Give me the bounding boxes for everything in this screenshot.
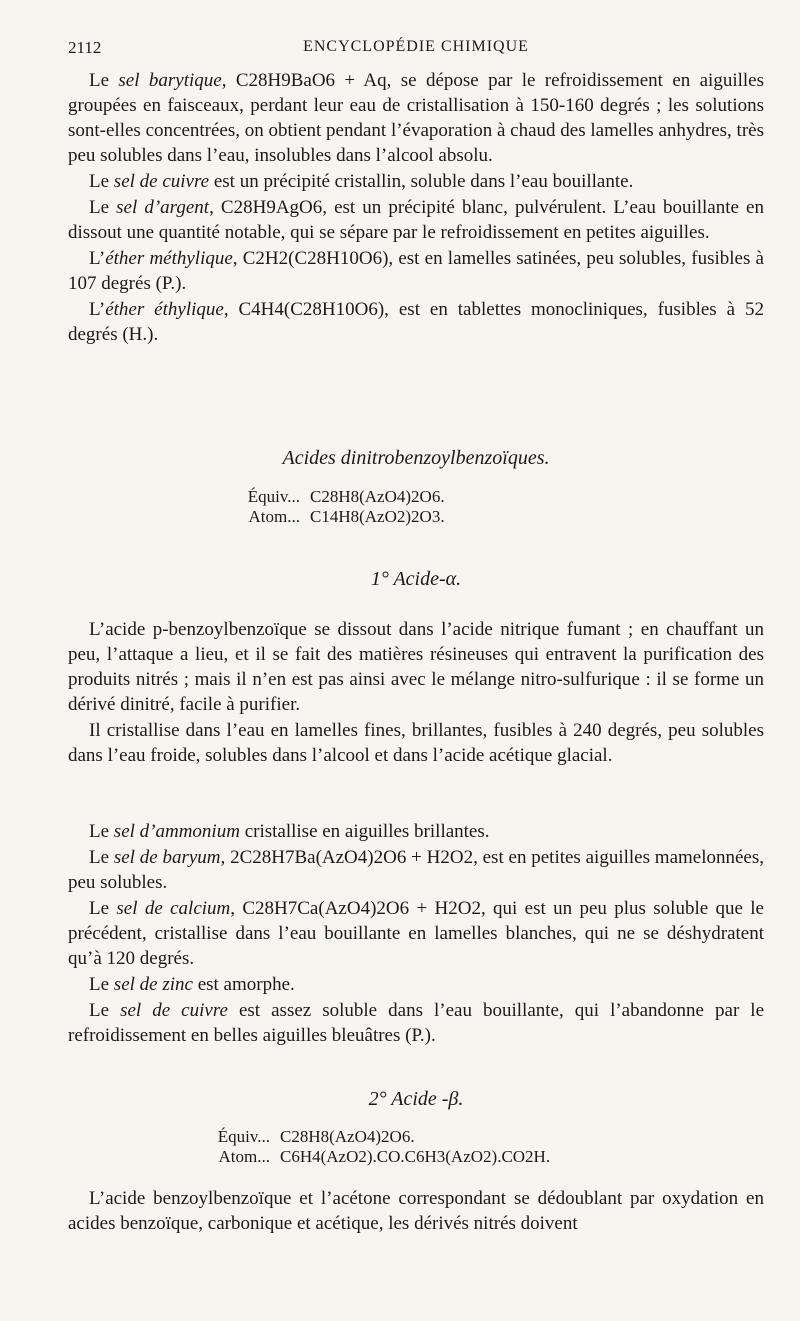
section-barytique	[68, 68, 764, 347]
paragraph	[68, 169, 764, 194]
text: , C28H7Ca(AzO4)2O6 + H2O2, qui est un peu plus soluble que le précédent, cristallise dans l’eau bouillante en lamelles blanches, qui ne se déshydratent qu’à 120 degrés.	[68, 898, 764, 969]
paragraph	[68, 819, 764, 844]
formula-label: Atom...	[248, 507, 300, 526]
text: L’	[89, 299, 106, 320]
text: , C4H4(C28H10O6), est en tablettes monocliniques, fusibles à 52 degrés (H.).	[68, 299, 764, 345]
section-salts	[68, 819, 764, 1048]
term: sel de cuivre	[113, 171, 210, 192]
page-header	[68, 38, 764, 62]
text: , C28H9AgO6, est un précipité blanc, pulvérulent. L’eau bouillante en dissout une quantité notable, qui se sépare par le refroidissement en petites aiguilles.	[68, 197, 764, 243]
section-title: Acides dinitrobenzoylbenzoïques.	[282, 447, 550, 469]
text: Le	[89, 847, 114, 868]
formula-equiv	[198, 1127, 698, 1147]
text: Le	[89, 70, 119, 91]
text: Le	[89, 974, 114, 995]
text: est assez soluble dans l’eau bouillante, qui l’abandonne par le refroidissement en belles aiguilles bleuâtres (P.).	[68, 1000, 765, 1046]
term: éther éthylique	[105, 299, 224, 320]
text: Le	[89, 197, 117, 218]
formula-value: C28H8(AzO4)2O6.	[280, 1127, 415, 1146]
term: sel de baryum	[113, 847, 221, 868]
formula-block-alpha	[228, 487, 628, 527]
paragraph: L’acide benzoylbenzoïque et l’acétone correspondant se dédoublant par oxydation en acides benzoïque, carbonique et acétique, les dérivés nitrés doivent	[68, 1188, 764, 1234]
section-alpha	[68, 617, 764, 768]
subtitle-beta: 2° Acide -β.	[368, 1088, 464, 1110]
formula-equiv	[228, 487, 628, 507]
formula-label: Équiv...	[217, 1127, 270, 1146]
text: Le	[89, 898, 117, 919]
paragraph	[68, 297, 764, 347]
formula-block-beta	[198, 1127, 698, 1167]
formula-label: Atom...	[218, 1147, 270, 1166]
paragraph	[68, 972, 764, 997]
page-number: 2112	[68, 38, 102, 57]
paragraph	[68, 246, 764, 296]
formula-label: Équiv...	[247, 487, 300, 506]
formula-atom	[228, 507, 628, 527]
term: éther méthylique	[105, 248, 233, 269]
paragraph: L’acide p-benzoylbenzoïque se dissout dans l’acide nitrique fumant ; en chauffant un peu, l’attaque a lieu, et il se fait des matières résineuses qui entravent la purification des produits nitrés ; mais il n’en est pas ainsi avec le mélange nitro-sulfurique : il se forme un dérivé dinitré, facile à purifier.	[68, 619, 764, 715]
text: , 2C28H7Ba(AzO4)2O6 + H2O2, est en petites aiguilles mamelonnées, peu solubles.	[68, 847, 765, 893]
formula-value: C28H8(AzO4)2O6.	[310, 487, 445, 506]
text: , C28H9BaO6 + Aq, se dépose par le refroidissement en aiguilles groupées en faisceaux, perdant leur eau de cristallisation à 150-160 degrés ; les solutions sont-elles concentrées, on obtient pendant l’évaporation à chaud des lamelles anhydres, très peu solubles dans l’eau, insolubles dans l’alcool absolu.	[68, 70, 764, 166]
paragraph	[68, 68, 764, 168]
text: Le	[89, 1000, 121, 1021]
paragraph	[68, 998, 764, 1048]
paragraph	[68, 845, 764, 895]
formula-atom	[198, 1147, 698, 1167]
term: sel d’ammonium	[113, 821, 240, 842]
text: Le	[89, 171, 114, 192]
term: sel de cuivre	[120, 1000, 228, 1021]
text: L’	[89, 248, 106, 269]
paragraph: Il cristallise dans l’eau en lamelles fines, brillantes, fusibles à 240 degrés, peu solubles dans l’eau froide, solubles dans l’alcool et dans l’acide acétique glacial.	[68, 720, 764, 766]
term: sel d’argent	[116, 197, 210, 218]
subtitle-alpha: 1° Acide-α.	[370, 568, 462, 590]
text: est un précipité cristallin, soluble dans l’eau bouillante.	[209, 171, 634, 192]
running-head: ENCYCLOPÉDIE CHIMIQUE	[303, 38, 529, 55]
paragraph	[68, 195, 764, 245]
text: , C2H2(C28H10O6), est en lamelles satinées, peu solubles, fusibles à 107 degrés (P.).	[68, 248, 764, 294]
term: sel barytique	[118, 70, 222, 91]
term: sel de zinc	[113, 974, 193, 995]
text: Le	[89, 821, 114, 842]
formula-value: C6H4(AzO2).CO.C6H3(AzO2).CO2H.	[280, 1147, 551, 1166]
paragraph	[68, 896, 764, 971]
section-beta	[68, 1186, 764, 1236]
text: est amorphe.	[192, 974, 295, 995]
term: sel de calcium	[116, 898, 231, 919]
text: cristallise en aiguilles brillantes.	[239, 821, 490, 842]
formula-value: C14H8(AzO2)2O3.	[310, 507, 445, 526]
